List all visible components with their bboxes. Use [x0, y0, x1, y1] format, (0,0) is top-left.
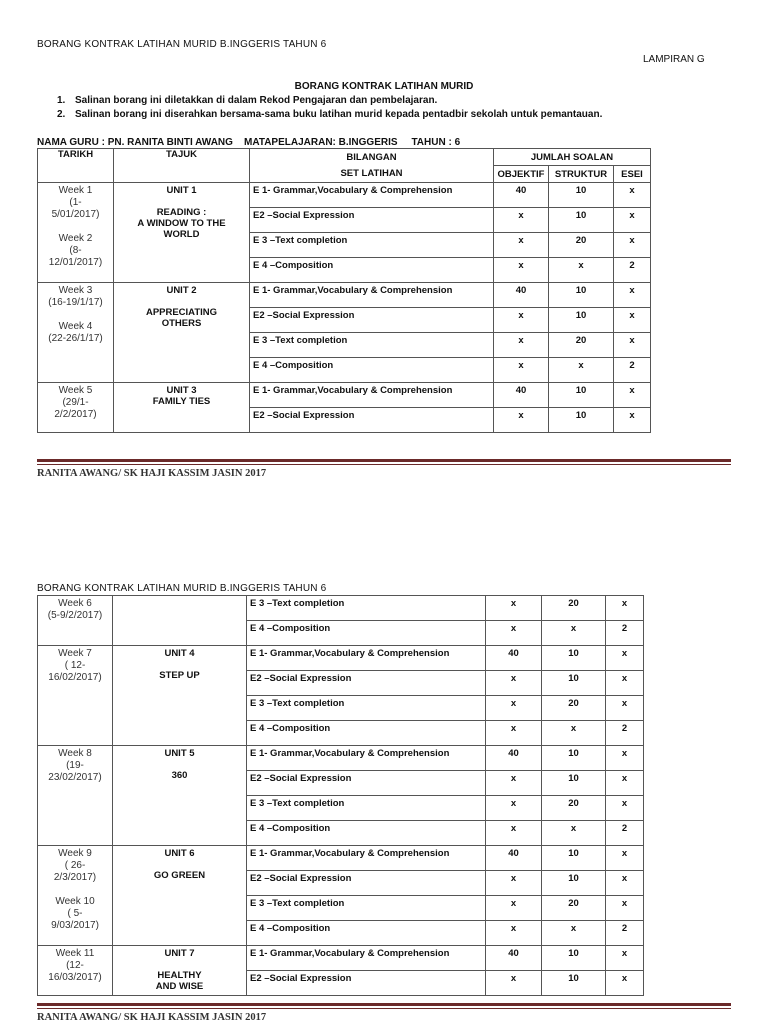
objektif-cell: x: [494, 208, 549, 233]
objektif-cell: 40: [486, 646, 542, 671]
struktur-cell: 20: [542, 596, 606, 621]
struktur-cell: 20: [549, 333, 614, 358]
objektif-cell: x: [494, 408, 549, 433]
col-objektif: OBJEKTIF: [494, 166, 549, 183]
table-row: [38, 746, 644, 771]
unit-cell: [113, 596, 247, 646]
date-cell: Week 7 ( 12- 16/02/2017): [38, 646, 113, 746]
objektif-cell: x: [486, 871, 542, 896]
esei-cell: x: [606, 971, 644, 996]
date-cell: Week 9 ( 26- 2/3/2017) Week 10 ( 5- 9/03/2017): [38, 846, 113, 946]
table-row: [38, 283, 651, 308]
exercise-cell: E2 –Social Expression: [250, 208, 494, 233]
exercise-cell: E 4 –Composition: [247, 621, 486, 646]
contract-table-page2: [37, 595, 644, 996]
exercise-cell: E2 –Social Expression: [247, 971, 486, 996]
date-cell: Week 6 (5-9/2/2017): [38, 596, 113, 646]
unit-cell: UNIT 5 360: [113, 746, 247, 846]
date-cell: Week 5 (29/1- 2/2/2017): [38, 383, 114, 433]
objektif-cell: x: [486, 921, 542, 946]
objektif-cell: 40: [494, 383, 549, 408]
esei-cell: x: [606, 646, 644, 671]
esei-cell: x: [614, 333, 651, 358]
note-1: 1. Salinan borang ini diletakkan di dalam Rekod Pengajaran dan pembelajaran.: [57, 95, 438, 106]
table-row: [38, 596, 644, 621]
struktur-cell: 10: [549, 183, 614, 208]
exercise-cell: E 4 –Composition: [247, 721, 486, 746]
objektif-cell: x: [494, 308, 549, 333]
struktur-cell: 10: [542, 846, 606, 871]
exercise-cell: E2 –Social Expression: [247, 771, 486, 796]
struktur-cell: 10: [542, 646, 606, 671]
esei-cell: 2: [614, 258, 651, 283]
page-header-2: BORANG KONTRAK LATIHAN MURID B.INGGERIS TAHUN 6: [37, 583, 327, 594]
esei-cell: x: [614, 383, 651, 408]
struktur-cell: x: [542, 721, 606, 746]
date-cell: Week 3 (16-19/1/17) Week 4 (22-26/1/17): [38, 283, 114, 383]
exercise-cell: E 4 –Composition: [250, 258, 494, 283]
esei-cell: x: [606, 896, 644, 921]
exercise-cell: E 4 –Composition: [247, 921, 486, 946]
struktur-cell: 10: [549, 408, 614, 433]
exercise-cell: E 4 –Composition: [250, 358, 494, 383]
esei-cell: x: [606, 771, 644, 796]
objektif-cell: 40: [486, 846, 542, 871]
contract-table-page1: [37, 148, 651, 433]
struktur-cell: 10: [549, 383, 614, 408]
unit-cell: UNIT 3 FAMILY TIES: [114, 383, 250, 433]
exercise-cell: E 1- Grammar,Vocabulary & Comprehension: [250, 183, 494, 208]
esei-cell: x: [614, 233, 651, 258]
objektif-cell: x: [494, 233, 549, 258]
objektif-cell: x: [486, 721, 542, 746]
objektif-cell: x: [486, 621, 542, 646]
page-header: BORANG KONTRAK LATIHAN MURID B.INGGERIS TAHUN 6: [37, 39, 327, 50]
esei-cell: x: [606, 671, 644, 696]
exercise-cell: E 3 –Text completion: [247, 796, 486, 821]
objektif-cell: x: [486, 796, 542, 821]
exercise-cell: E2 –Social Expression: [247, 671, 486, 696]
unit-cell: UNIT 7 HEALTHY AND WISE: [113, 946, 247, 996]
exercise-cell: E 1- Grammar,Vocabulary & Comprehension: [247, 846, 486, 871]
exercise-cell: E 3 –Text completion: [247, 596, 486, 621]
struktur-cell: 10: [542, 871, 606, 896]
table-row: [38, 183, 651, 208]
col-struktur: STRUKTUR: [549, 166, 614, 183]
esei-cell: x: [606, 596, 644, 621]
esei-cell: x: [606, 846, 644, 871]
exercise-cell: E 4 –Composition: [247, 821, 486, 846]
struktur-cell: 10: [542, 971, 606, 996]
esei-cell: x: [614, 208, 651, 233]
esei-cell: 2: [606, 621, 644, 646]
objektif-cell: 40: [486, 946, 542, 971]
esei-cell: x: [606, 696, 644, 721]
unit-cell: UNIT 4 STEP UP: [113, 646, 247, 746]
exercise-cell: E 1- Grammar,Vocabulary & Comprehension: [247, 746, 486, 771]
struktur-cell: 10: [542, 946, 606, 971]
teacher-info: NAMA GURU : PN. RANITA BINTI AWANG MATAPELAJARAN: B.INGGERIS TAHUN : 6: [37, 137, 461, 148]
exercise-cell: E 1- Grammar,Vocabulary & Comprehension: [250, 383, 494, 408]
esei-cell: x: [614, 308, 651, 333]
esei-cell: x: [614, 408, 651, 433]
footer-rule-thin: [37, 464, 731, 465]
objektif-cell: x: [486, 596, 542, 621]
form-title: BORANG KONTRAK LATIHAN MURID: [294, 81, 474, 92]
col-set-latihan: SET LATIHAN: [250, 166, 494, 183]
col-tarikh: TARIKH: [38, 149, 114, 183]
objektif-cell: x: [486, 821, 542, 846]
struktur-cell: x: [542, 821, 606, 846]
objektif-cell: x: [486, 671, 542, 696]
footer-text-2: RANITA AWANG/ SK HAJI KASSIM JASIN 2017: [37, 1012, 267, 1023]
struktur-cell: x: [549, 358, 614, 383]
objektif-cell: 40: [494, 183, 549, 208]
struktur-cell: 20: [542, 896, 606, 921]
objektif-cell: x: [486, 771, 542, 796]
struktur-cell: x: [549, 258, 614, 283]
col-bilangan: BILANGAN: [250, 149, 494, 166]
table-row: [38, 846, 644, 871]
objektif-cell: x: [494, 333, 549, 358]
esei-cell: 2: [606, 821, 644, 846]
note-2: 2. Salinan borang ini diserahkan bersama-sama buku latihan murid kepada pentadbir sekolah untuk pemantauan.: [57, 109, 603, 120]
table-row: [38, 383, 651, 408]
footer-rule-2: [37, 1003, 731, 1006]
footer-rule: [37, 459, 731, 462]
date-cell: Week 8 (19- 23/02/2017): [38, 746, 113, 846]
esei-cell: x: [606, 746, 644, 771]
struktur-cell: 10: [549, 208, 614, 233]
struktur-cell: x: [542, 621, 606, 646]
struktur-cell: 20: [549, 233, 614, 258]
exercise-cell: E2 –Social Expression: [250, 408, 494, 433]
exercise-cell: E 3 –Text completion: [247, 696, 486, 721]
objektif-cell: x: [486, 971, 542, 996]
exercise-cell: E 3 –Text completion: [250, 333, 494, 358]
struktur-cell: 10: [542, 746, 606, 771]
exercise-cell: E 3 –Text completion: [247, 896, 486, 921]
objektif-cell: 40: [494, 283, 549, 308]
footer-rule-thin-2: [37, 1008, 731, 1009]
exercise-cell: E 1- Grammar,Vocabulary & Comprehension: [247, 646, 486, 671]
esei-cell: x: [614, 283, 651, 308]
unit-cell: UNIT 1 READING : A WINDOW TO THE WORLD: [114, 183, 250, 283]
objektif-cell: x: [494, 258, 549, 283]
objektif-cell: x: [494, 358, 549, 383]
exercise-cell: E2 –Social Expression: [247, 871, 486, 896]
struktur-cell: 10: [549, 283, 614, 308]
unit-cell: UNIT 6 GO GREEN: [113, 846, 247, 946]
esei-cell: x: [606, 871, 644, 896]
unit-cell: UNIT 2 APPRECIATING OTHERS: [114, 283, 250, 383]
objektif-cell: 40: [486, 746, 542, 771]
footer-text: RANITA AWANG/ SK HAJI KASSIM JASIN 2017: [37, 468, 267, 479]
exercise-cell: E2 –Social Expression: [250, 308, 494, 333]
struktur-cell: 10: [549, 308, 614, 333]
esei-cell: x: [606, 796, 644, 821]
esei-cell: x: [614, 183, 651, 208]
struktur-cell: 20: [542, 796, 606, 821]
col-tajuk: TAJUK: [114, 149, 250, 183]
exercise-cell: E 1- Grammar,Vocabulary & Comprehension: [247, 946, 486, 971]
esei-cell: 2: [614, 358, 651, 383]
table-row: [38, 946, 644, 971]
table-row: [38, 646, 644, 671]
exercise-cell: E 1- Grammar,Vocabulary & Comprehension: [250, 283, 494, 308]
objektif-cell: x: [486, 896, 542, 921]
date-cell: Week 1 (1- 5/01/2017) Week 2 (8- 12/01/2017): [38, 183, 114, 283]
struktur-cell: 20: [542, 696, 606, 721]
objektif-cell: x: [486, 696, 542, 721]
struktur-cell: x: [542, 921, 606, 946]
struktur-cell: 10: [542, 671, 606, 696]
col-esei: ESEI: [614, 166, 651, 183]
col-jumlah-soalan: JUMLAH SOALAN: [494, 149, 651, 166]
exercise-cell: E 3 –Text completion: [250, 233, 494, 258]
esei-cell: x: [606, 946, 644, 971]
date-cell: Week 11 (12- 16/03/2017): [38, 946, 113, 996]
lampiran-label: LAMPIRAN G: [643, 54, 705, 65]
esei-cell: 2: [606, 921, 644, 946]
struktur-cell: 10: [542, 771, 606, 796]
esei-cell: 2: [606, 721, 644, 746]
